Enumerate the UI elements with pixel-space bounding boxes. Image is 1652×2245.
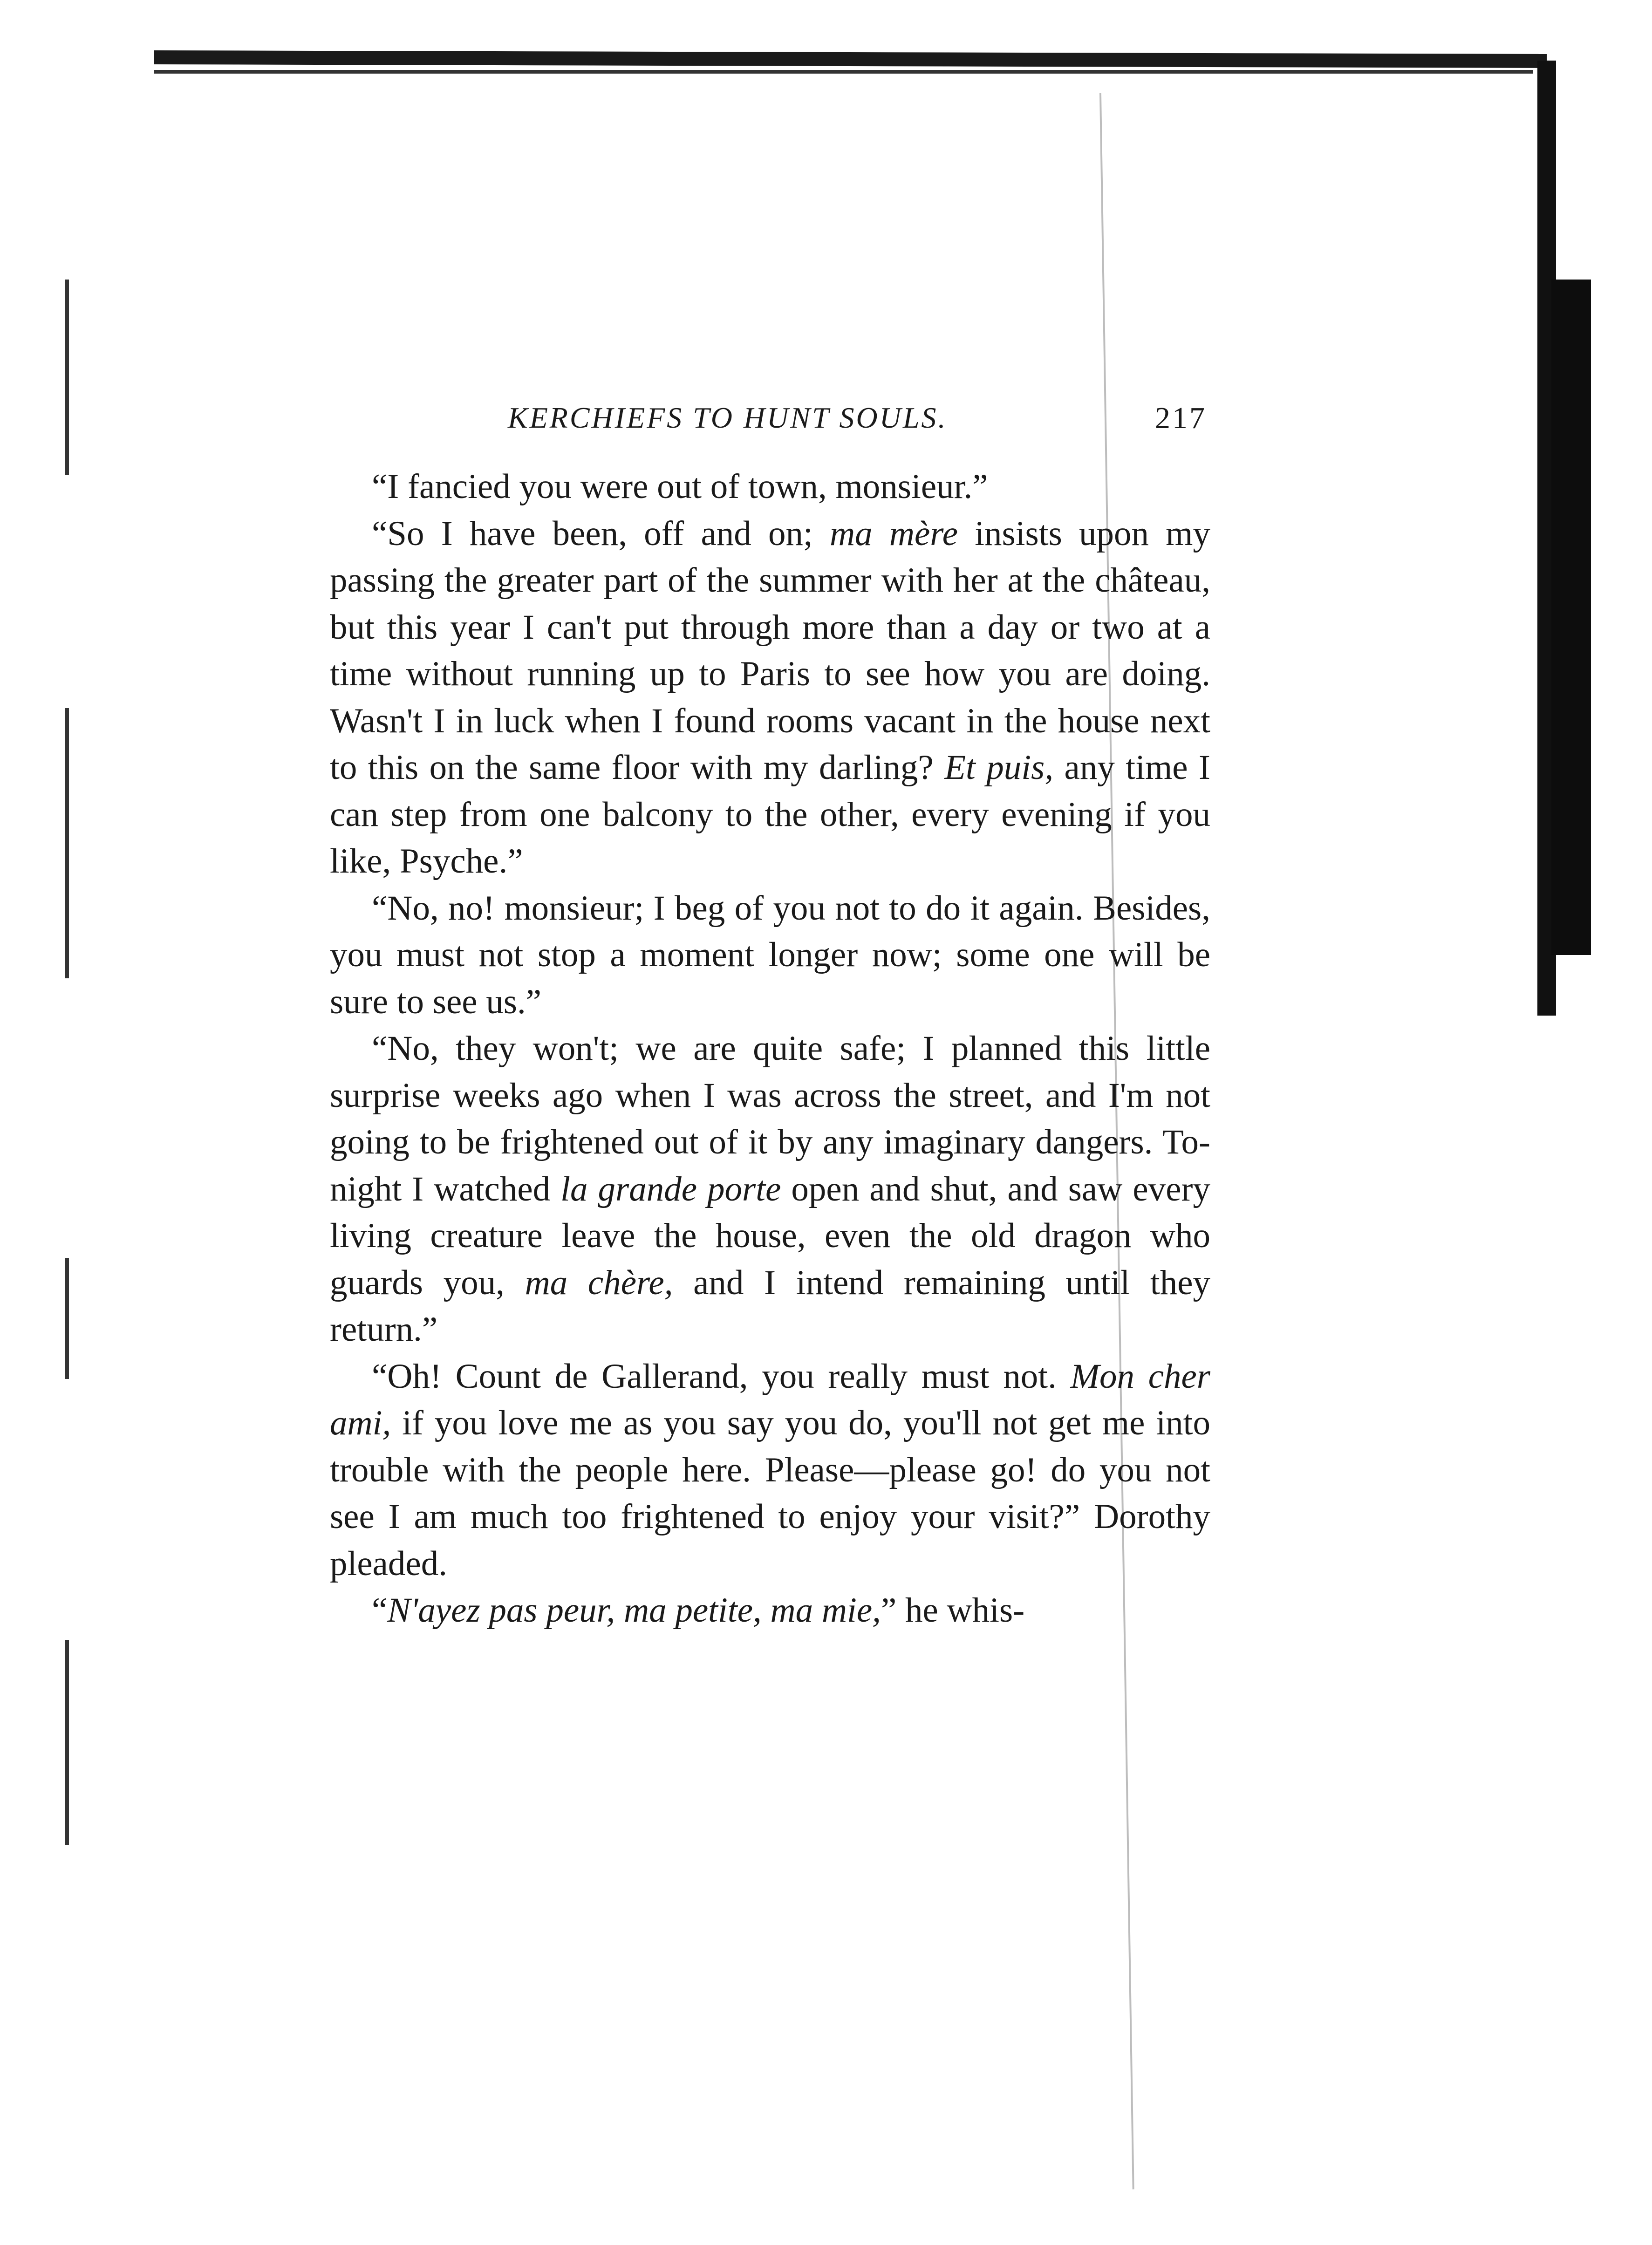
text-run: “So I have been, off and on; bbox=[372, 514, 830, 553]
paragraph bbox=[330, 464, 1210, 511]
italic-run: ma chère, bbox=[525, 1263, 673, 1302]
italic-run: N'ayez pas peur, ma petite, ma mie, bbox=[387, 1591, 881, 1630]
text-run: any time I can step from one balcony to the other, every evening if you like, Psyche.” bbox=[330, 748, 1210, 880]
body-text bbox=[330, 464, 1210, 1634]
scan-left-mark bbox=[65, 1640, 69, 1845]
italic-run: Mon cher ami, bbox=[330, 1357, 1210, 1442]
text-run: and I intend remaining until they return.” bbox=[330, 1263, 1210, 1349]
paragraph bbox=[330, 1353, 1210, 1588]
text-run: “No, they won't; we are quite safe; I planned this little surprise weeks ago when I was across the street, and I'm not going to be frightened out of it by any imaginary dangers. To-night I watched bbox=[330, 1029, 1210, 1208]
scan-top-border bbox=[154, 50, 1547, 68]
text-run: “No, no! monsieur; I beg of you not to do it again. Besides, you must not stop a moment longer now; some one will be sure to see us.” bbox=[330, 888, 1210, 1021]
running-head-title: KERCHIEFS TO HUNT SOULS. bbox=[508, 401, 948, 434]
scan-top-border-thin bbox=[154, 70, 1533, 74]
running-head bbox=[508, 401, 1207, 438]
paragraph bbox=[330, 885, 1210, 1026]
scan-left-mark bbox=[65, 280, 69, 475]
paragraph bbox=[330, 1025, 1210, 1353]
text-run: “Oh! Count de Gallerand, you really must not. bbox=[372, 1357, 1071, 1396]
page-number: 217 bbox=[1155, 401, 1207, 435]
text-run: “ bbox=[372, 1591, 388, 1630]
text-run: insists upon my passing the greater part of the summer with her at the château, but this year I can't put through more than a day or two at a time without running up to Paris to see how you are doing. Wasn't I in luck when I found rooms vacant in the house next to this on the same floor with my darling? bbox=[330, 514, 1210, 787]
scan-left-mark bbox=[65, 708, 69, 978]
italic-run: la grande porte bbox=[560, 1169, 781, 1208]
text-run: open and shut, and saw every living creature leave the house, even the old dragon who guards you, bbox=[330, 1169, 1210, 1302]
paragraph bbox=[330, 511, 1210, 885]
scan-left-mark bbox=[65, 1258, 69, 1379]
text-run: if you love me as you say you do, you'll not get me into trouble with the people here. Please—please go! do you not see I am much too frightened to enjoy your visit?” Dorothy pleaded. bbox=[330, 1404, 1210, 1583]
text-run: ” he whis- bbox=[881, 1591, 1025, 1630]
paragraph bbox=[330, 1587, 1210, 1634]
scan-right-edge-shadow bbox=[1551, 280, 1591, 955]
italic-run: Et puis, bbox=[944, 748, 1054, 787]
text-run: “I fancied you were out of town, monsieur.” bbox=[372, 467, 988, 506]
italic-run: ma mère bbox=[829, 514, 958, 553]
